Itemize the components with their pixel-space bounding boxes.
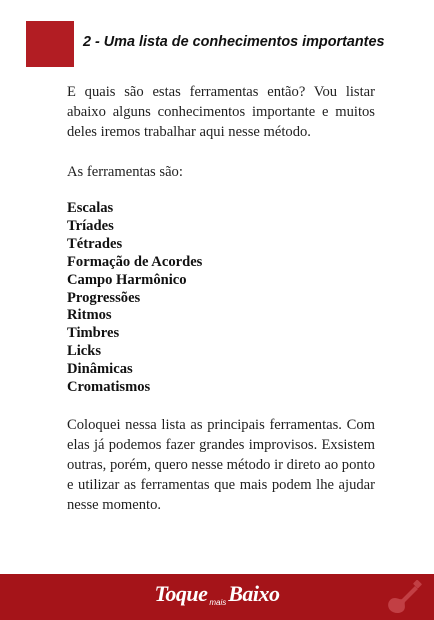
tools-intro: As ferramentas são: <box>67 164 183 180</box>
tool-item: Timbres <box>67 325 120 342</box>
bass-guitar-watermark-icon <box>384 580 424 614</box>
tool-item: Ritmos <box>67 307 112 324</box>
tool-item: Licks <box>67 343 102 360</box>
chapter-badge <box>26 21 74 67</box>
tool-item: Progressões <box>67 289 141 306</box>
logo-word-mais: mais <box>209 598 227 607</box>
logo-word-baixo: Baixo <box>228 581 280 606</box>
chapter-title: 2 - Uma lista de conhecimentos importantes <box>83 34 385 50</box>
intro-paragraph: E quais são estas ferramentas então? Vou listar abaixo alguns conhecimentos importante e muitos deles iremos trabalhar aqui nesse método. <box>67 84 375 140</box>
footer-bar <box>0 574 434 620</box>
tool-item: Escalas <box>67 200 114 216</box>
closing-paragraph: Coloquei nessa lista as principais ferramentas. Com elas já podemos fazer grandes improvisos. Exsistem outras, porém, quero nesse método ir direto ao ponto e utilizar as ferramentas que mais podem lhe ajudar nesse momento. <box>67 416 376 513</box>
tool-item: Formação de Acordes <box>67 253 203 270</box>
tool-list <box>67 200 375 397</box>
tool-item: Cromatismos <box>67 379 151 396</box>
tool-item: Campo Harmônico <box>67 271 187 288</box>
tool-item: Dinâmicas <box>67 361 133 378</box>
page-content <box>67 82 375 515</box>
tool-item: Tétrades <box>67 235 123 252</box>
brand-logo <box>0 581 434 607</box>
tool-item: Tríades <box>67 217 114 234</box>
logo-word-toque: Toque <box>154 581 208 606</box>
